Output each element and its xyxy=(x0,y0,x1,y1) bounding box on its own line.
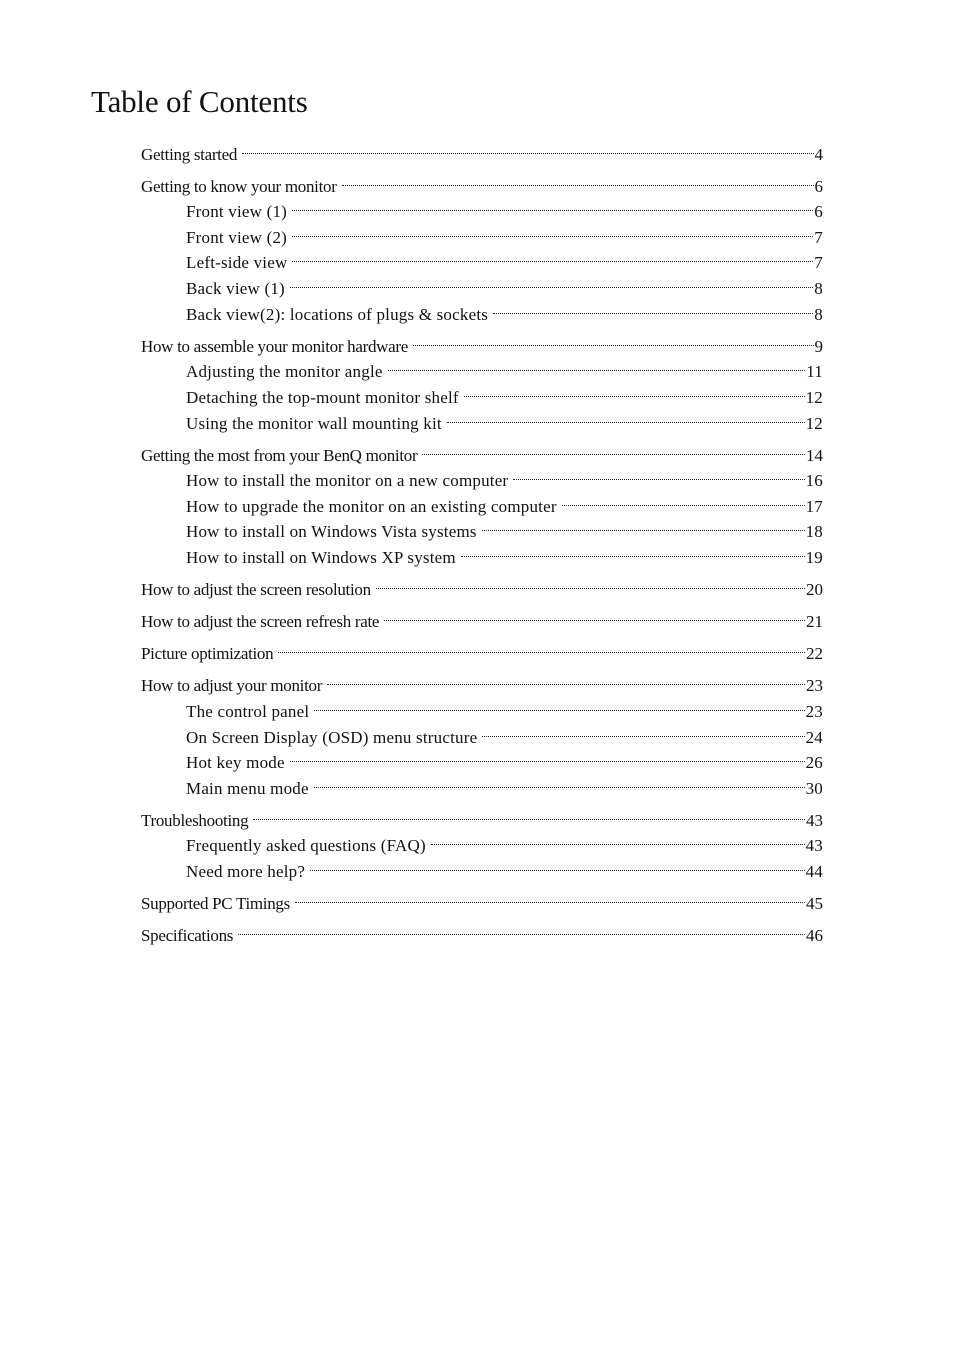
toc-entry-page-number: 17 xyxy=(805,496,823,516)
dot-leader xyxy=(464,377,805,403)
toc-entry-label: Getting the most from your BenQ monitor xyxy=(141,445,418,465)
toc-entry-label: On Screen Display (OSD) menu structure xyxy=(186,727,478,747)
toc-list xyxy=(141,134,823,946)
dot-leader xyxy=(292,192,813,218)
dot-leader xyxy=(384,602,805,628)
dot-leader xyxy=(376,570,805,596)
toc-section-entry[interactable] xyxy=(141,634,823,664)
toc-section-entry[interactable] xyxy=(141,134,823,164)
toc-entry-page-number: 9 xyxy=(814,336,823,356)
toc-entry-page-number: 4 xyxy=(814,144,823,164)
toc-section-entry[interactable] xyxy=(141,570,823,600)
toc-entry-label: The control panel xyxy=(186,701,310,721)
toc-entry-label: Front view (1) xyxy=(186,202,288,222)
page-title: Table of Contents xyxy=(91,84,308,119)
dot-leader xyxy=(292,217,813,243)
toc-entry-label: Supported PC Timings xyxy=(141,894,290,914)
toc-entry-page-number: 22 xyxy=(806,644,823,664)
toc-entry-page-number: 45 xyxy=(806,894,823,914)
toc-entry-page-number: 24 xyxy=(805,727,823,747)
dot-leader xyxy=(562,486,805,512)
toc-entry-page-number: 43 xyxy=(806,810,823,830)
dot-leader xyxy=(242,134,813,160)
dot-leader xyxy=(513,461,804,487)
toc-entry-page-number: 19 xyxy=(805,548,823,567)
dot-leader xyxy=(327,666,805,692)
toc-entry-label: How to upgrade the monitor on an existing computer xyxy=(186,496,557,516)
toc-section-entry[interactable] xyxy=(141,602,823,632)
dot-leader xyxy=(482,717,804,743)
dot-leader xyxy=(431,826,805,852)
toc-entry-label: How to install on Windows Vista systems xyxy=(186,522,477,542)
dot-leader xyxy=(422,435,805,461)
dot-leader xyxy=(388,352,806,378)
toc-entry-label: Picture optimization xyxy=(141,644,274,664)
dot-leader xyxy=(310,851,804,877)
toc-entry-label: Detaching the top-mount monitor shelf xyxy=(186,387,459,407)
toc-entry-page-number: 14 xyxy=(806,445,823,465)
dot-leader xyxy=(447,403,805,429)
toc-entry-label: Front view (2) xyxy=(186,227,288,247)
toc-entry-page-number: 8 xyxy=(814,304,823,324)
toc-entry-page-number: 16 xyxy=(805,471,823,491)
dot-leader xyxy=(461,537,805,563)
toc-section-entry[interactable] xyxy=(141,166,823,196)
toc-entry-label: How to adjust the screen refresh rate xyxy=(141,612,380,632)
toc-entry-page-number: 18 xyxy=(805,522,823,542)
toc-entry-page-number: 44 xyxy=(805,862,823,882)
dot-leader xyxy=(290,743,805,769)
toc-entry-page-number: 21 xyxy=(806,612,823,632)
dot-leader xyxy=(278,634,805,660)
toc-entry-page-number: 7 xyxy=(814,227,823,247)
toc-section-entry[interactable] xyxy=(141,884,823,914)
toc-section-entry[interactable] xyxy=(141,435,823,465)
toc-entry-label: Need more help? xyxy=(186,862,306,882)
toc-entry-label: Back view (1) xyxy=(186,279,285,299)
toc-entry-page-number: 30 xyxy=(805,778,823,798)
toc-entry-page-number: 43 xyxy=(805,836,823,856)
toc-entry-label: Frequently asked questions (FAQ) xyxy=(186,836,426,856)
dot-leader xyxy=(290,268,813,294)
toc-entry-page-number: 46 xyxy=(806,926,823,946)
dot-leader xyxy=(253,800,805,826)
toc-entry-label: Using the monitor wall mounting kit xyxy=(186,413,442,433)
toc-section-entry[interactable] xyxy=(141,666,823,696)
toc-entry-page-number: 20 xyxy=(806,580,823,600)
dot-leader xyxy=(292,243,813,269)
dot-leader xyxy=(314,691,804,717)
toc-entry-label: Left-side view xyxy=(186,253,288,273)
dot-leader xyxy=(314,768,805,794)
toc-entry-label: How to install on Windows XP system xyxy=(186,548,456,567)
toc-entry-page-number: 26 xyxy=(805,753,823,773)
dot-leader xyxy=(493,294,813,320)
toc-entry-page-number: 12 xyxy=(805,413,823,433)
toc-entry-label: Troubleshooting xyxy=(141,810,249,830)
toc-entry-page-number: 8 xyxy=(814,279,823,299)
dot-leader xyxy=(482,512,805,538)
toc-entry-label: Back view(2): locations of plugs & sockets xyxy=(186,304,489,324)
dot-leader xyxy=(413,326,814,352)
toc-entry-label: Adjusting the monitor angle xyxy=(186,362,383,382)
toc-entry-page-number: 6 xyxy=(814,176,823,196)
toc-section-entry[interactable] xyxy=(141,326,823,356)
dot-leader xyxy=(295,884,805,910)
toc-entry-page-number: 23 xyxy=(806,676,823,696)
dot-leader xyxy=(342,166,814,192)
toc-entry-label: Getting started xyxy=(141,144,238,164)
toc-section-entry[interactable] xyxy=(141,800,823,830)
toc-section-entry[interactable] xyxy=(141,916,823,946)
toc-entry-label: How to assemble your monitor hardware xyxy=(141,336,408,356)
toc-entry-page-number: 23 xyxy=(805,701,823,721)
toc-entry-label: Hot key mode xyxy=(186,753,285,773)
toc-entry-page-number: 7 xyxy=(814,253,823,273)
toc-entry-label: How to install the monitor on a new computer xyxy=(186,471,509,491)
toc-entry-page-number: 6 xyxy=(814,202,823,222)
toc-entry-page-number: 11 xyxy=(806,362,823,382)
toc-entry-label: Getting to know your monitor xyxy=(141,176,337,196)
toc-entry-page-number: 12 xyxy=(805,387,823,407)
toc-entry-label: How to adjust the screen resolution xyxy=(141,580,371,600)
dot-leader xyxy=(238,916,805,942)
toc-entry-label: How to adjust your monitor xyxy=(141,676,323,696)
toc-entry-label: Specifications xyxy=(141,926,234,946)
toc-entry-label: Main menu mode xyxy=(186,778,309,798)
